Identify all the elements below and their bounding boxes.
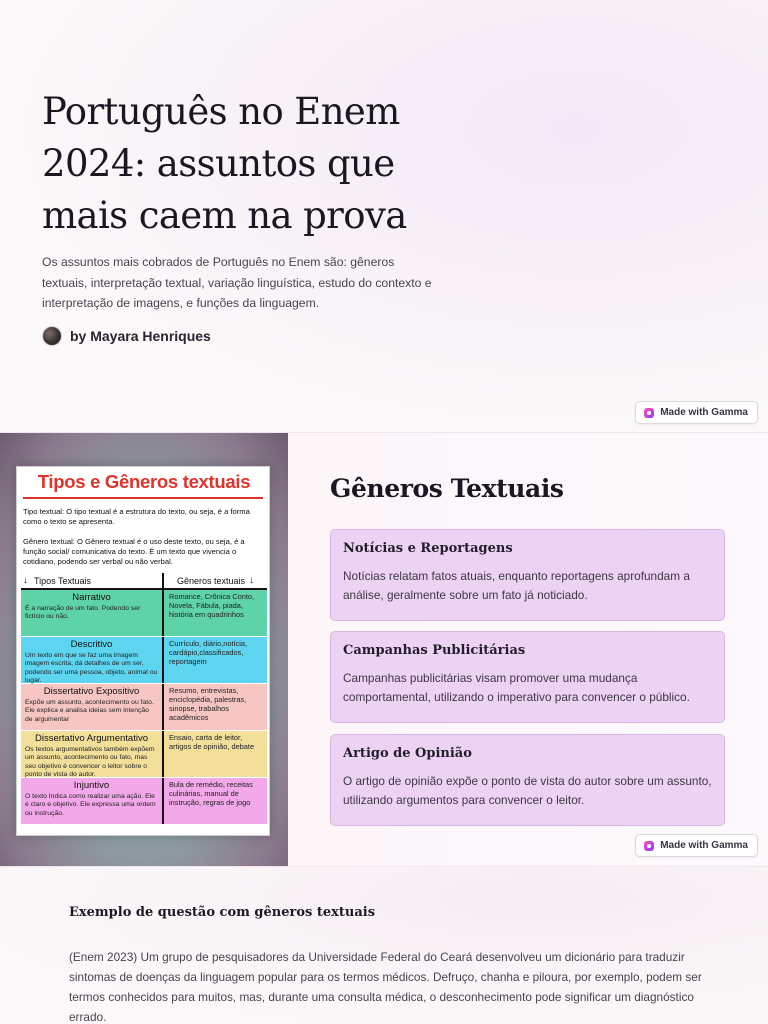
down-arrow-icon: ↓ xyxy=(23,575,28,586)
tipo-cell xyxy=(21,637,164,683)
made-with-gamma-button[interactable] xyxy=(635,834,758,857)
author-name: by Mayara Henriques xyxy=(70,328,211,344)
genre-card-noticias xyxy=(330,529,725,621)
genre-card-title: Notícias e Reportagens xyxy=(343,541,513,556)
section-heading: Gêneros Textuais xyxy=(330,474,564,503)
infographic-divider xyxy=(23,497,263,499)
page-title: Português no Enem 2024: assuntos que mais caem na prova xyxy=(42,90,407,237)
tipo-name: Dissertativo Expositivo xyxy=(43,686,140,697)
badge-label: Made with Gamma xyxy=(660,407,748,418)
infographic-row xyxy=(21,637,267,684)
tipo-description: É a narração de um fato. Podendo ser fictício ou não. xyxy=(25,605,141,621)
genero-cell: Romance, Crônica Conto, Novela, Fábula, piada, história em quadrinhos xyxy=(164,590,267,636)
genre-card-text: O artigo de opinião expõe o ponto de vista do autor sobre um assunto, utilizando argumentos para convencer o leitor. xyxy=(343,774,712,807)
tipo-description: Os textos argumentativos também expõem um assunto, acontecimento ou fato, mas seu objetivo é convencer o leitor sobre o ponto de vista do autor. xyxy=(25,746,155,778)
genre-card-campanhas xyxy=(330,631,725,723)
infographic-row xyxy=(21,590,267,637)
example-heading: Exemplo de questão com gêneros textuais xyxy=(69,905,376,920)
tipo-name: Descritivo xyxy=(70,639,113,650)
infographic-row xyxy=(21,731,267,778)
tipo-cell xyxy=(21,684,164,730)
tipo-description: Expõe um assunto, acontecimento ou fato. Ele explica e analisa ideias sem intenção de argumentar xyxy=(25,699,154,723)
genre-card-text: Notícias relatam fatos atuais, enquanto reportagens aprofundam a análise, geralmente sobre um fato já noticiado. xyxy=(343,569,690,602)
genero-cell: Ensaio, carta de leitor, artigos de opinião, debate xyxy=(164,731,267,777)
lead-paragraph: Os assuntos mais cobrados de Português no Enem são: gêneros textuais, interpretação textual, variação linguística, estudo do contexto e interpretação de imagens, e funções da linguagem. xyxy=(42,255,432,310)
tipos-generos-infographic xyxy=(16,466,270,836)
example-paragraph: (Enem 2023) Um grupo de pesquisadores da Universidade Federal do Ceará desenvolveu um dicionário para traduzir sintomas de doenças da linguagem popular para os termos médicos. Defruço, chanha e piloura, por exemplo, podem ser termos conhecidos para muitos, mas, durante uma consulta médica, o desconhecimento pode significar um diagnóstico errado. xyxy=(69,950,702,1024)
tipo-cell xyxy=(21,778,164,824)
genero-cell: Resumo, entrevistas, enciclopédia, palestras, sinopse, trabalhos acadêmicos xyxy=(164,684,267,730)
tipo-name: Dissertativo Argumentativo xyxy=(35,733,148,744)
gamma-logo-icon xyxy=(644,841,654,851)
genre-card-artigo xyxy=(330,734,725,826)
gamma-logo-icon xyxy=(644,408,654,418)
title-card xyxy=(0,0,768,432)
infographic-rows xyxy=(21,590,267,825)
infographic-row xyxy=(21,778,267,825)
tipo-description: Um texto em que se faz uma imagem imagem escrita, dá detalhes de um ser, podendo ser uma pessoa, objeto, animal ou lugar. xyxy=(25,652,158,684)
tipo-cell xyxy=(21,731,164,777)
infographic-title: Tipos e Gêneros textuais xyxy=(37,471,251,492)
author-byline xyxy=(42,324,211,348)
col-generos-label: Gêneros textuais xyxy=(176,575,246,586)
genre-card-title: Artigo de Opinião xyxy=(343,746,472,761)
infographic-row xyxy=(21,684,267,731)
infographic-def-tipo: Tipo textual: O tipo textual é a estrutura do texto, ou seja, é a forma como o texto se apresenta. xyxy=(23,507,250,526)
badge-label: Made with Gamma xyxy=(660,840,748,851)
genero-cell: Currículo, diário,notícia, cardápio,classificados, reportagem xyxy=(164,637,267,683)
down-arrow-icon: ↓ xyxy=(249,575,255,586)
genero-cell: Bula de remédio, receitas culinárias, manual de instrução, regras de jogo xyxy=(164,778,267,824)
author-avatar xyxy=(42,326,62,346)
infographic-def-genero: Gênero textual: O Gênero textual é o uso deste texto, ou seja, é a função social/ comunicativa do texto. É um texto que vivencia o cotidiano, podendo ser verbal ou não verbal. xyxy=(23,537,245,566)
tipo-name: Injuntivo xyxy=(73,780,110,791)
col-tipos-label: Tipos Textuais xyxy=(34,575,92,586)
genre-card-text: Campanhas publicitárias visam promover uma mudança comportamental, utilizando o imperativo para convencer o público. xyxy=(343,671,690,704)
tipo-cell xyxy=(21,590,164,636)
infographic-header xyxy=(21,573,267,590)
tipo-description: O texto Indica como realizar uma ação. Ele é claro e objetivo. Ele expressa uma ordem ou instrução. xyxy=(25,793,156,817)
infographic-image-panel xyxy=(0,433,288,867)
made-with-gamma-button[interactable] xyxy=(635,401,758,424)
genre-card-title: Campanhas Publicitárias xyxy=(343,643,526,658)
tipo-name: Narrativo xyxy=(72,592,111,603)
